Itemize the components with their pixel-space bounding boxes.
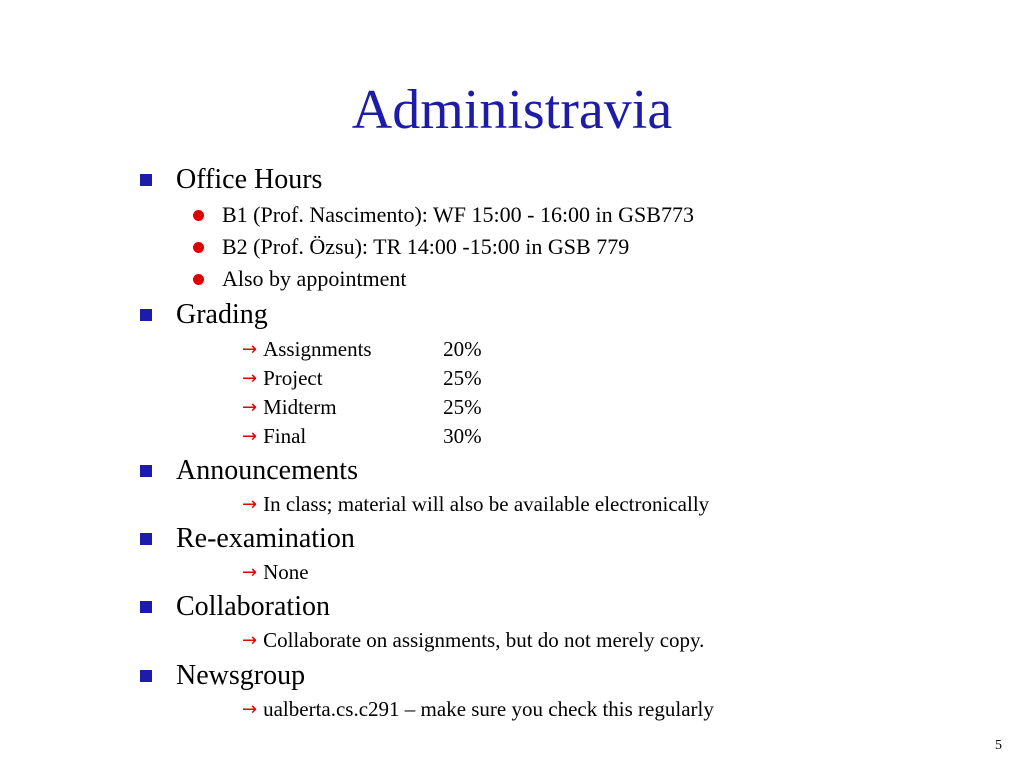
square-bullet-icon bbox=[140, 670, 152, 682]
bullet-grading bbox=[140, 298, 268, 332]
sub-bullet bbox=[242, 626, 704, 654]
bullet-reexamination bbox=[140, 522, 355, 556]
round-bullet-icon bbox=[193, 242, 204, 253]
page-number: 5 bbox=[995, 738, 1002, 753]
bullet-announcements bbox=[140, 454, 358, 488]
arrow-right-icon: → bbox=[242, 629, 258, 651]
square-bullet-icon bbox=[140, 465, 152, 477]
sub-bullet-text: B2 (Prof. Özsu): TR 14:00 -15:00 in GSB 779 bbox=[222, 234, 630, 259]
bullet-heading: Re-examination bbox=[176, 523, 355, 554]
square-bullet-icon bbox=[140, 174, 152, 186]
bullet-newsgroup bbox=[140, 659, 305, 693]
grading-value: 20% bbox=[443, 336, 482, 361]
grading-label: Midterm bbox=[263, 394, 337, 419]
round-bullet-icon bbox=[193, 210, 204, 221]
sub-bullet-text: B1 (Prof. Nascimento): WF 15:00 - 16:00 in GSB773 bbox=[222, 202, 694, 227]
arrow-right-icon: → bbox=[242, 396, 258, 418]
grading-label: Assignments bbox=[263, 336, 372, 361]
bullet-heading: Grading bbox=[176, 299, 268, 330]
bullet-office-hours bbox=[140, 163, 322, 197]
sub-bullet bbox=[193, 264, 407, 294]
grading-value: 25% bbox=[443, 394, 482, 419]
grading-row bbox=[242, 364, 482, 392]
bullet-heading: Newsgroup bbox=[176, 660, 306, 691]
square-bullet-icon bbox=[140, 533, 152, 545]
sub-bullet bbox=[242, 490, 709, 518]
grading-label: Final bbox=[263, 423, 307, 448]
square-bullet-icon bbox=[140, 601, 152, 613]
sub-bullet-text: In class; material will also be available electronically bbox=[263, 491, 710, 516]
sub-bullet-text: Also by appointment bbox=[222, 266, 407, 291]
sub-bullet-text: None bbox=[263, 559, 309, 584]
grading-row bbox=[242, 335, 482, 363]
arrow-right-icon: → bbox=[242, 425, 258, 447]
sub-bullet bbox=[242, 695, 714, 723]
sub-bullet bbox=[193, 200, 694, 230]
sub-bullet-text: ualberta.cs.c291 – make sure you check this regularly bbox=[263, 696, 714, 721]
round-bullet-icon bbox=[193, 274, 204, 285]
arrow-right-icon: → bbox=[242, 561, 258, 583]
bullet-heading: Collaboration bbox=[176, 591, 330, 622]
grading-value: 30% bbox=[443, 423, 482, 448]
grading-row bbox=[242, 422, 482, 450]
sub-bullet-text: Collaborate on assignments, but do not merely copy. bbox=[263, 627, 705, 652]
bullet-heading: Announcements bbox=[176, 455, 358, 486]
bullet-collaboration bbox=[140, 590, 330, 624]
sub-bullet bbox=[193, 232, 629, 262]
grading-row bbox=[242, 393, 482, 421]
grading-label: Project bbox=[263, 365, 323, 390]
slide-title: Administravia bbox=[351, 79, 673, 141]
arrow-right-icon: → bbox=[242, 338, 258, 360]
bullet-heading: Office Hours bbox=[176, 164, 323, 195]
arrow-right-icon: → bbox=[242, 698, 258, 720]
arrow-right-icon: → bbox=[242, 367, 258, 389]
arrow-right-icon: → bbox=[242, 493, 258, 515]
square-bullet-icon bbox=[140, 309, 152, 321]
sub-bullet bbox=[242, 558, 309, 586]
grading-value: 25% bbox=[443, 365, 482, 390]
